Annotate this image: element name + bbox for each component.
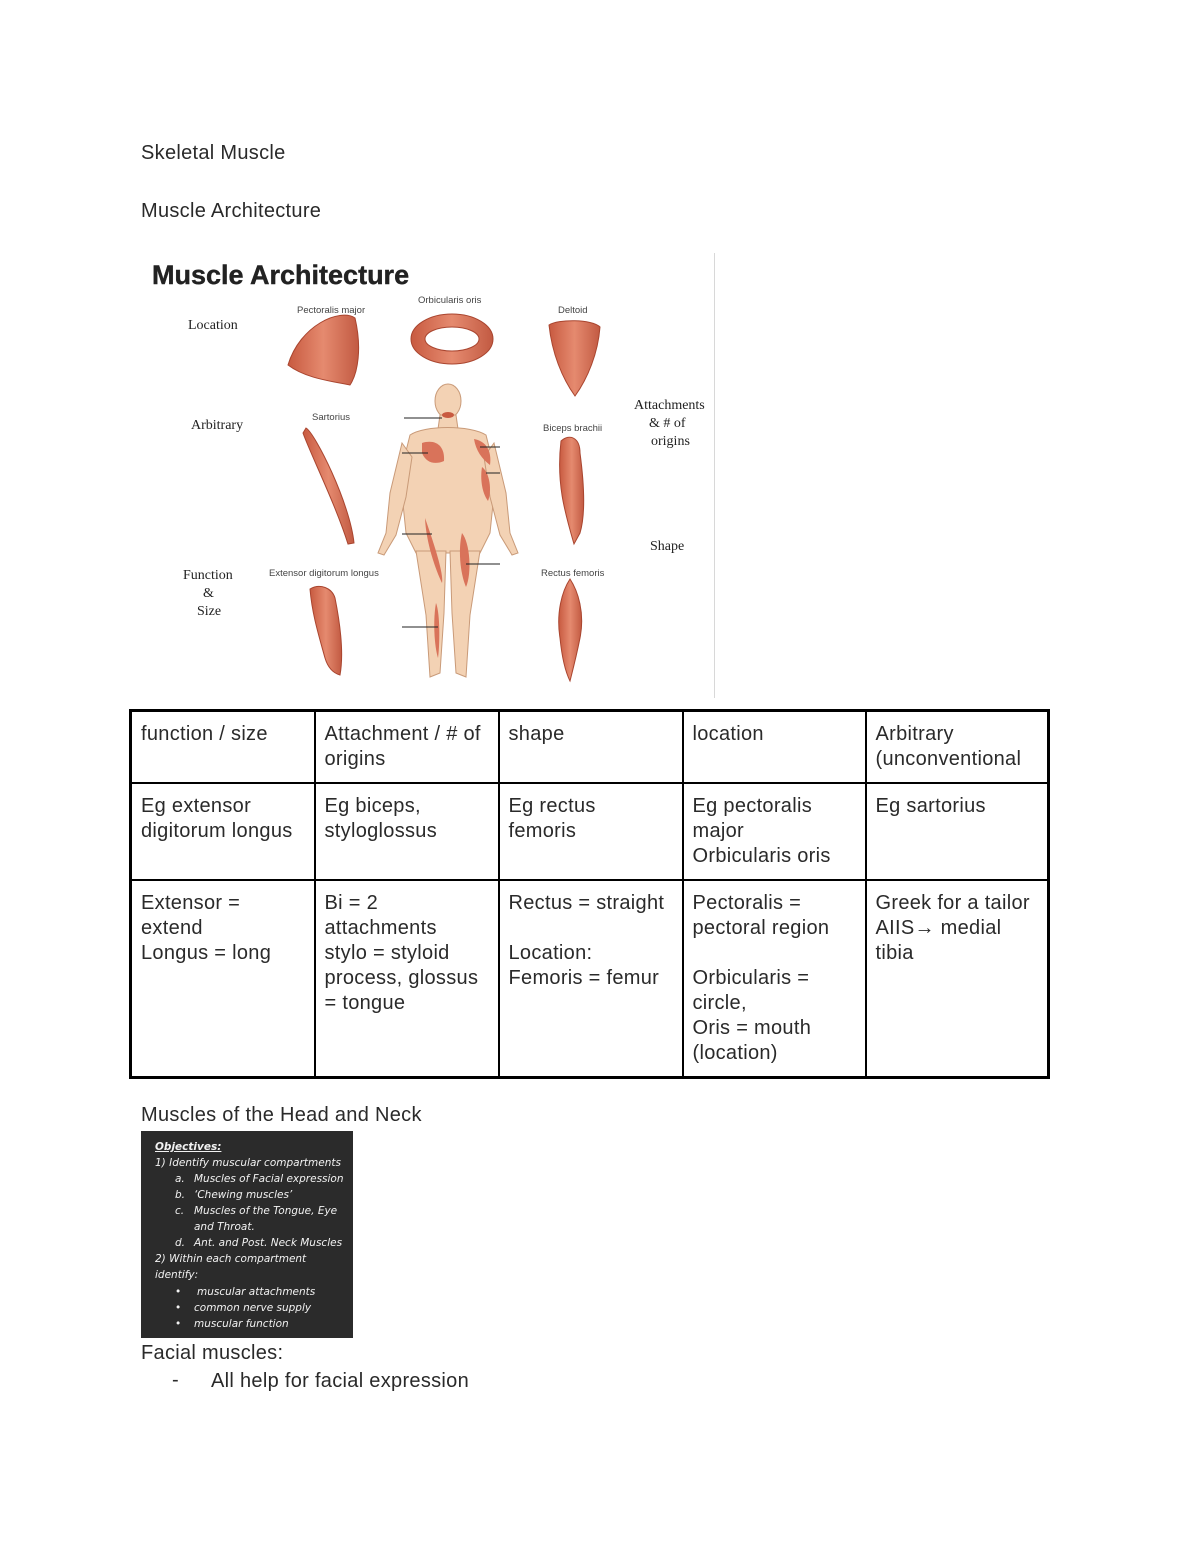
muscle-label-biceps: Biceps brachii: [543, 423, 603, 434]
table-cell: Eg rectus femoris: [499, 783, 683, 880]
muscle-label-sartorius: Sartorius: [312, 412, 351, 423]
figure-heading: Muscle Architecture: [152, 260, 410, 290]
muscle-label-extensor: Extensor digitorum longus: [269, 568, 379, 579]
objective-bullet: common nerve supply: [194, 1302, 312, 1314]
label-attachments-2: & # of: [649, 416, 686, 431]
objectives-box: [141, 1131, 353, 1338]
table-cell: Eg pectoralis major Orbicularis oris: [683, 783, 866, 880]
section-heading-architecture: Muscle Architecture: [141, 200, 322, 222]
objective-bullet: muscular function: [194, 1318, 289, 1330]
label-location: Location: [188, 318, 238, 333]
label-arbitrary: Arbitrary: [191, 418, 244, 433]
table-cell: Bi = 2 attachments stylo = styloid process, glossus = tongue: [315, 880, 499, 1078]
table-row: [131, 880, 1049, 1078]
bullet-dot: •: [175, 1286, 182, 1298]
table-cell: Extensor = extend Longus = long: [131, 880, 315, 1078]
extensor-shape: [310, 586, 342, 675]
section-heading-head-neck: Muscles of the Head and Neck: [141, 1104, 422, 1126]
muscle-naming-table: [129, 709, 1050, 1079]
objective-c-line1: Muscles of the Tongue, Eye: [194, 1205, 338, 1217]
objective-a: Muscles of Facial expression: [194, 1173, 344, 1185]
objective-c-line2: and Throat.: [194, 1221, 255, 1233]
objective-a-letter: a.: [175, 1173, 185, 1185]
bullet-dot: •: [175, 1302, 182, 1314]
page-title: Skeletal Muscle: [141, 142, 286, 164]
objective-b-letter: b.: [175, 1189, 186, 1201]
table-cell: Arbitrary (unconventional: [866, 711, 1049, 784]
bullet-dot: •: [175, 1318, 182, 1330]
label-origins: origins: [651, 434, 690, 449]
muscle-architecture-figure: [140, 253, 718, 698]
objective-d-letter: d.: [175, 1237, 186, 1249]
label-shape: Shape: [650, 539, 685, 554]
objective-2-line1: 2) Within each compartment: [155, 1253, 307, 1265]
label-size: Size: [197, 604, 222, 619]
table-cell: Rectus = straight Location: Femoris = femur: [499, 880, 683, 1078]
label-attachments: Attachments: [634, 398, 705, 413]
muscle-label-pectoralis: Pectoralis major: [297, 305, 366, 316]
objective-bullet: muscular attachments: [197, 1286, 316, 1298]
list-bullet-dash: -: [172, 1369, 179, 1391]
label-function: Function: [183, 568, 233, 583]
table-cell: function / size: [131, 711, 315, 784]
objectives-heading: Objectives:: [155, 1141, 222, 1153]
human-body: [378, 384, 518, 677]
biceps-shape: [560, 437, 584, 544]
label-function-amp: &: [203, 586, 214, 601]
objective-b: ‘Chewing muscles’: [194, 1189, 293, 1201]
table-cell: Attachment / # of origins: [315, 711, 499, 784]
table-cell: Eg extensor digitorum longus: [131, 783, 315, 880]
objective-d: Ant. and Post. Neck Muscles: [194, 1237, 343, 1249]
table-cell: Pectoralis = pectoral region Orbicularis = circle, Oris = mouth (location): [683, 880, 866, 1078]
table-row: [131, 783, 1049, 880]
figure-edge-line: [714, 253, 715, 698]
body-orbicularis-mark: [442, 412, 454, 418]
objective-1: 1) Identify muscular compartments: [155, 1157, 341, 1169]
sartorius-shape: [303, 428, 354, 544]
facial-muscles-heading: Facial muscles:: [141, 1342, 284, 1364]
facial-bullet-text: All help for facial expression: [211, 1370, 470, 1392]
table-cell: shape: [499, 711, 683, 784]
muscle-label-orbicularis: Orbicularis oris: [418, 295, 482, 306]
muscle-label-deltoid: Deltoid: [558, 305, 588, 316]
pectoralis-shape: [288, 315, 359, 385]
table-header-row: [131, 711, 1049, 784]
rectus-shape: [559, 579, 582, 681]
table-cell: location: [683, 711, 866, 784]
muscle-figure-svg: [140, 253, 714, 698]
table-cell: Eg biceps, styloglossus: [315, 783, 499, 880]
objective-2-line2: identify:: [155, 1269, 199, 1281]
deltoid-shape: [549, 321, 600, 396]
objective-c-letter: c.: [175, 1205, 185, 1217]
table-cell: Eg sartorius: [866, 783, 1049, 880]
muscle-label-rectus: Rectus femoris: [541, 568, 605, 579]
table-cell: Greek for a tailor AIIS→ medial tibia: [866, 880, 1049, 1078]
